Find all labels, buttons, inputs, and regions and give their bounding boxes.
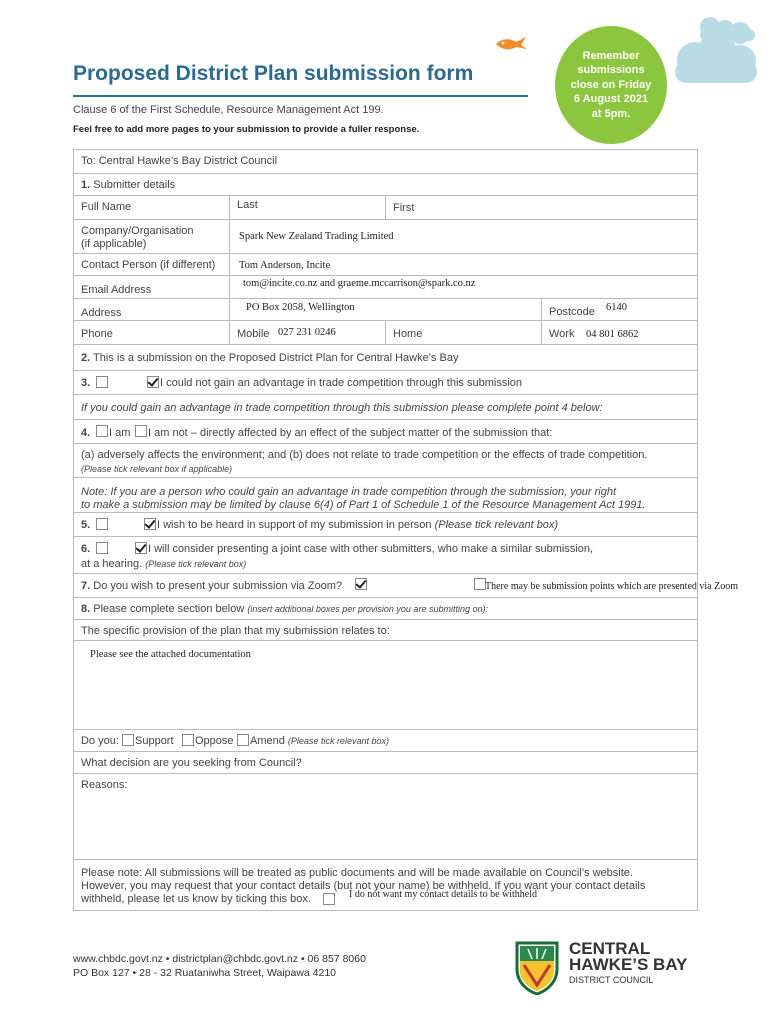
section-4-number: 4. [81, 427, 91, 439]
oppose-checkbox[interactable] [182, 734, 194, 746]
work-field[interactable] [541, 321, 697, 344]
please-note-line-2: However, you may request that your contact details (but not your name) be withheld. If you want your contact details [81, 880, 646, 892]
section-5-checkbox-b[interactable] [144, 518, 156, 530]
section-8-text: 8. Please complete section below (insert additional boxes per provision you are submitting on): [81, 603, 488, 615]
contact-field[interactable] [229, 254, 697, 275]
full-name-label: Full Name [81, 201, 132, 213]
address-row [74, 299, 697, 321]
phone-row [74, 321, 697, 345]
home-label: Home [393, 328, 423, 340]
section-3-checkbox-a[interactable] [96, 376, 108, 388]
support-checkbox[interactable] [122, 734, 134, 746]
section-2-row [74, 345, 697, 371]
feel-free-note: Feel free to add more pages to your submission to provide a fuller response. [73, 124, 420, 135]
section-3-number: 3. [81, 377, 91, 389]
to-row [74, 150, 697, 174]
page-title: Proposed District Plan submission form [73, 62, 474, 85]
section-6-text-2: at a hearing. (Please tick relevant box) [81, 558, 247, 570]
amend-checkbox[interactable] [237, 734, 249, 746]
section-5-checkbox-a[interactable] [96, 518, 108, 530]
logo-line-1: CENTRAL [569, 939, 651, 958]
section-7-row [74, 574, 738, 598]
home-field[interactable] [385, 321, 423, 344]
cloud-icon [655, 15, 767, 95]
work-label: Work [549, 328, 575, 340]
logo-subtitle: DISTRICT COUNCIL [569, 975, 654, 985]
company-value: Spark New Zealand Trading Limited [239, 231, 394, 242]
email-label: Email Address [81, 284, 152, 296]
email-value: tom@incite.co.nz and graeme.mccarrison@spark.co.nz [243, 278, 476, 289]
support-label: Support [135, 735, 174, 747]
withheld-value: I do not want my contact details to be withheld [349, 889, 538, 900]
section-7-zoom-checkbox[interactable] [355, 578, 367, 590]
decision-label: What decision are you seeking from Council? [81, 757, 302, 769]
note-line-2: to make a submission may be limited by clause 6(4) of Part 1 of Schedule 1 of the Resource Management Act 1991. [81, 499, 646, 511]
clause-text: Clause 6 of the First Schedule, Resource Management Act 199. [73, 104, 384, 116]
contact-value: Tom Anderson, Incite [239, 260, 331, 271]
do-you-label: Do you: [81, 735, 119, 747]
deadline-badge [555, 26, 667, 144]
mobile-value: 027 231 0246 [278, 327, 336, 338]
section-1-heading: 1. Submitter details [81, 179, 176, 191]
section-6-number: 6. [81, 543, 91, 555]
badge-line: close on Friday [570, 78, 652, 91]
badge-line: at 5pm. [591, 107, 631, 120]
withhold-checkbox[interactable] [323, 893, 335, 905]
first-name-field[interactable] [385, 196, 697, 219]
section-6-checkbox-b[interactable] [135, 542, 147, 554]
postcode-field[interactable] [541, 299, 697, 320]
mobile-field[interactable] [229, 321, 336, 344]
last-name-label: Last [237, 199, 258, 211]
badge-line: submissions [577, 64, 645, 77]
bird-icon [494, 35, 528, 53]
section-7-text: 7. Do you wish to present your submission via Zoom? [81, 580, 343, 592]
postcode-label: Postcode [549, 306, 595, 318]
section-3-note: If you could gain an advantage in trade competition through this submission please complete point 4 below: [81, 402, 603, 414]
company-field[interactable] [229, 220, 697, 253]
section-8-row [74, 598, 697, 620]
section-6-text: I will consider presenting a joint case with other submitters, who make a similar submission, [148, 543, 594, 555]
crest-icon [514, 941, 560, 995]
decision-field[interactable] [74, 752, 697, 774]
section-1-row [74, 174, 697, 196]
submission-form [73, 149, 738, 911]
section-4-am-label: I am [109, 427, 131, 439]
section-4a-note: (Please tick relevant box if applicable) [81, 464, 233, 474]
provision-field[interactable] [74, 641, 697, 730]
provision-value: Please see the attached documentation [90, 649, 251, 660]
last-name-field[interactable] [229, 196, 258, 219]
reasons-field[interactable] [74, 774, 697, 860]
mobile-label: Mobile [237, 328, 270, 340]
badge-line: Remember [582, 49, 640, 62]
to-label: To: Central Hawke’s Bay District Council [81, 155, 278, 167]
section-4-am-checkbox[interactable] [96, 425, 108, 437]
company-label: Company/Organisation [81, 225, 194, 237]
company-row [74, 220, 697, 254]
note-line-1: Note: If you are a person who could gain an advantage in trade competition through the submission, your right [81, 486, 617, 498]
address-field[interactable] [229, 299, 355, 320]
section-3-note-row [74, 395, 697, 420]
email-row [74, 276, 697, 299]
company-label-note: (if applicable) [81, 238, 147, 250]
address-label: Address [81, 307, 122, 319]
section-4-row [74, 420, 697, 444]
section-4a-text: (a) adversely affects the environment; and (b) does not relate to trade competition or the effects of trade competition. [81, 449, 648, 461]
section-3-text: I could not gain an advantage in trade competition through this submission [160, 377, 523, 389]
section-3-checkbox-b[interactable] [147, 376, 159, 388]
section-4-am-not-checkbox[interactable] [135, 425, 147, 437]
badge-line: 6 August 2021 [573, 93, 649, 106]
please-note-line-3: withheld, please let us know by ticking this box. [81, 893, 311, 905]
council-logo [569, 941, 687, 973]
contact-row [74, 254, 697, 276]
section-6-row [74, 537, 697, 574]
contact-label: Contact Person (if different) [81, 259, 216, 271]
please-note-row [74, 860, 697, 911]
section-7-value: There may be submission points which are presented via Zoom [485, 581, 738, 592]
section-5-text: I wish to be heard in support of my submission in person (Please tick relevant box) [157, 519, 559, 531]
address-value: PO Box 2058, Wellington [246, 302, 355, 313]
work-value: 04 801 6862 [586, 329, 639, 340]
section-5-number: 5. [81, 519, 91, 531]
stance-row [74, 730, 697, 752]
first-name-label: First [393, 202, 415, 214]
section-5-row [74, 513, 697, 537]
reasons-label: Reasons: [81, 779, 128, 791]
title-underline [73, 95, 528, 97]
email-field[interactable] [229, 276, 697, 298]
oppose-label: Oppose [195, 735, 234, 747]
footer-address: PO Box 127 • 28 - 32 Ruataniwha Street, Waipawa 4210 [73, 967, 337, 979]
postcode-value: 6140 [606, 302, 627, 313]
section-2-text: 2. This is a submission on the Proposed District Plan for Central Hawke’s Bay [81, 352, 459, 364]
phone-label: Phone [81, 328, 113, 340]
section-3-row [74, 371, 697, 395]
please-note-line-1: Please note: All submissions will be treated as public documents and will be made available on Council’s website. [81, 867, 633, 879]
section-4-text: I am not – directly affected by an effect of the subject matter of the submission that: [148, 427, 553, 439]
section-4a-row [74, 444, 697, 478]
provision-label-row [74, 620, 697, 641]
amend-label: Amend (Please tick relevant box) [250, 735, 389, 747]
logo-line-2: HAWKE’S BAY [569, 955, 688, 974]
footer-contact: www.chbdc.govt.nz • districtplan@chbdc.govt.nz • 06 857 8060 [73, 953, 366, 965]
section-6-checkbox-a[interactable] [96, 542, 108, 554]
full-name-row [74, 196, 697, 220]
note-row [74, 478, 697, 513]
provision-label: The specific provision of the plan that my submission relates to: [81, 625, 390, 637]
